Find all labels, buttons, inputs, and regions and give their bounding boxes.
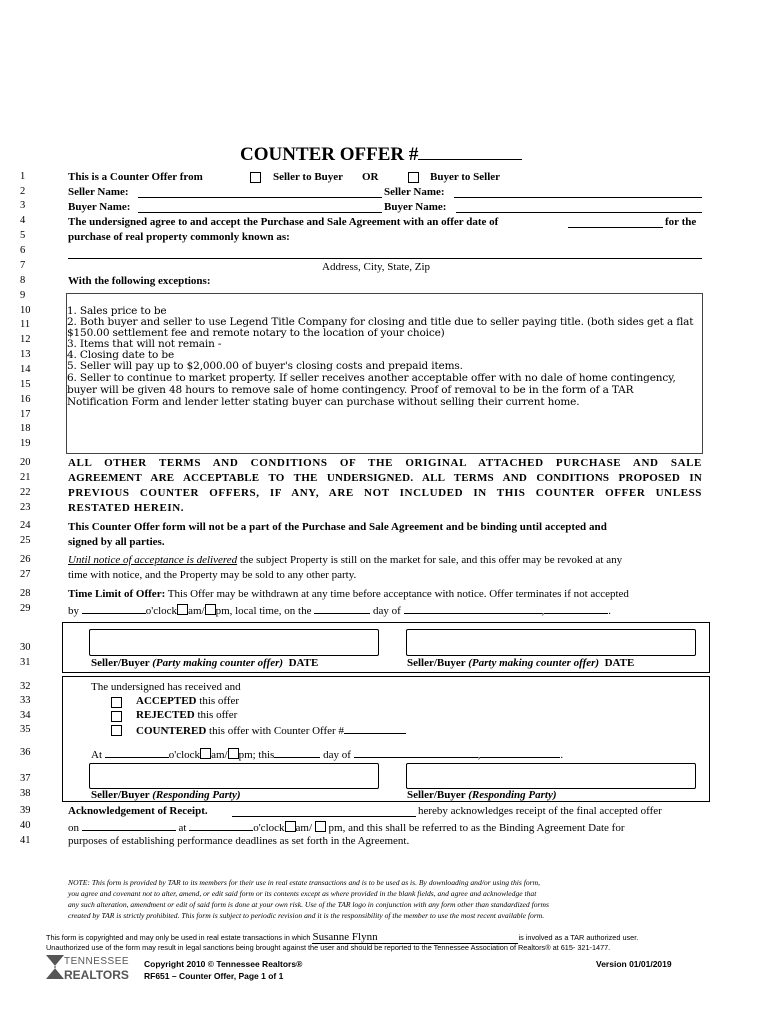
at-label: at — [178, 822, 187, 834]
response-hour-field[interactable] — [105, 746, 169, 758]
on-label: on — [68, 822, 79, 834]
ack-line-3: purposes of establishing performance deadlines as set forth in the Agreement. — [68, 835, 410, 847]
all-other-line: PREVIOUS COUNTER OFFERS, IF ANY, ARE NOT INCLUDED IN THIS COUNTER OFFER UNLESS — [68, 487, 702, 499]
time-limit-label: Time Limit of Offer: — [68, 588, 166, 600]
counter-from-label: This is a Counter Offer from — [68, 171, 203, 183]
page-title — [240, 142, 522, 166]
line-number: 27 — [20, 569, 31, 580]
response-month-field[interactable] — [354, 746, 478, 758]
buyer-to-seller-label: Buyer to Seller — [430, 171, 501, 183]
line-number: 4 — [20, 215, 26, 226]
line-number: 33 — [20, 695, 31, 706]
oclock-label: o'clock — [168, 749, 201, 761]
line-number: 31 — [20, 657, 31, 668]
response-day-field[interactable] — [274, 746, 320, 758]
am-label: am/ — [211, 749, 228, 761]
ack-label: Acknowledgement of Receipt. — [68, 805, 208, 817]
sig-italic: (Responding Party) — [152, 789, 241, 801]
ack-hour-field[interactable] — [189, 819, 253, 831]
copyright-post: is involved as a TAR authorized user. — [518, 933, 639, 942]
line-number: 23 — [20, 502, 31, 513]
agree-text: The undersigned agree to and accept the Purchase and Sale Agreement with an offer date of — [68, 216, 499, 228]
line-number: 41 — [20, 835, 31, 846]
offer-signature-right-label — [407, 656, 634, 670]
line-number: 2 — [20, 186, 26, 197]
comma: , — [477, 749, 481, 761]
exception-line: 1. Sales price to be — [67, 305, 167, 317]
line-number: 6 — [20, 245, 26, 256]
not-part-line-2: signed by all parties. — [68, 536, 165, 548]
line-number: 37 — [20, 773, 31, 784]
logo-line-2: REALTORS — [64, 968, 129, 982]
exception-line: 2. Both buyer and seller to use Legend Title Company for closing and title due to seller paying title. (both sides get a flat — [67, 316, 694, 328]
seller-name-label: Seller Name: — [68, 186, 129, 198]
unauthorized-notice: Unauthorized use of the form may result in legal sanctions being brought against the user and should be reported to the Tennessee Association of Realtors® at 615- 321-1477. — [46, 943, 611, 952]
until-notice-emph: Until notice of acceptance is delivered — [68, 554, 238, 566]
line-number: 28 — [20, 588, 31, 599]
offer-signature-left[interactable] — [89, 629, 379, 656]
seller-name-label-2: Seller Name: — [384, 186, 445, 198]
counter-offer-number-field[interactable] — [418, 142, 522, 160]
line-number: 38 — [20, 788, 31, 799]
accepted-rest: this offer — [196, 695, 240, 707]
sig-label: Seller/Buyer — [91, 789, 150, 801]
exception-line: 5. Seller will pay up to $2,000.00 of buyer's closing costs and prepaid items. — [67, 360, 463, 372]
response-divider-left — [62, 676, 63, 802]
pm-label: pm, local time, on the — [215, 605, 312, 617]
offer-signature-right[interactable] — [406, 629, 696, 656]
response-signature-left[interactable] — [89, 763, 379, 789]
until-notice-rest: the subject Property is still on the market for sale, and this offer may be revoked at any — [237, 554, 623, 566]
pm-checkbox[interactable] — [205, 604, 216, 615]
countered-rest: this offer with Counter Offer # — [206, 725, 344, 737]
accepted-label: ACCEPTED — [136, 695, 197, 707]
line-number: 20 — [20, 457, 31, 468]
buyer-name-field-2[interactable] — [456, 201, 702, 213]
time-limit-line — [68, 587, 629, 601]
for-the-text: for the — [665, 216, 697, 228]
day-of-label: day of — [373, 605, 401, 617]
countered-line — [136, 722, 406, 738]
oclock-label: o'clock — [253, 822, 285, 834]
line-number: 3 — [20, 200, 26, 211]
offer-date-field[interactable] — [568, 216, 663, 228]
seller-to-buyer-label: Seller to Buyer — [273, 171, 344, 183]
exception-line: $150.00 settlement fee and remote notary to the location of your choice) — [67, 327, 445, 339]
or-label: OR — [362, 171, 379, 183]
sig-date: DATE — [604, 657, 635, 669]
response-signature-left-label — [91, 788, 241, 802]
seller-name-field-1[interactable] — [138, 186, 382, 198]
line-number: 16 — [20, 394, 31, 405]
exceptions-label: With the following exceptions: — [68, 275, 211, 287]
logo-line-1: TENNESSEE — [64, 956, 130, 967]
line-number: 26 — [20, 554, 31, 565]
line-number: 39 — [20, 805, 31, 816]
line-number: 40 — [20, 820, 31, 831]
line-number: 19 — [20, 438, 31, 449]
line-number: 14 — [20, 364, 31, 375]
purchase-text: purchase of real property commonly known as: — [68, 231, 290, 243]
time-limit-text: This Offer may be withdrawn at any time before acceptance with notice. Offer terminates if not accepted — [165, 588, 629, 600]
buyer-name-label: Buyer Name: — [68, 201, 131, 213]
am-label: am/ — [295, 822, 313, 834]
address-field[interactable] — [68, 258, 702, 259]
accepted-line — [136, 694, 239, 708]
sig-label: Seller/Buyer — [407, 789, 466, 801]
exception-line: 6. Seller to continue to market property. If seller receives another acceptable offer with no dale of home contingency, — [67, 372, 676, 384]
all-other-line: RESTATED HEREIN. — [68, 502, 185, 514]
by-label: by — [68, 605, 79, 617]
until-notice-line-2: time with notice, and the Property may be sold to any other party. — [68, 569, 357, 581]
countered-checkbox[interactable] — [111, 725, 122, 736]
line-number: 22 — [20, 487, 31, 498]
line-number: 18 — [20, 423, 31, 434]
oclock-label: o'clock — [145, 605, 178, 617]
rejected-rest: this offer — [194, 709, 238, 721]
section-divider — [62, 672, 710, 673]
am-checkbox[interactable] — [177, 604, 188, 615]
am-label: am/ — [188, 605, 205, 617]
response-divider-right — [709, 676, 710, 802]
offer-signature-left-label — [91, 656, 318, 670]
countered-label: COUNTERED — [136, 725, 207, 737]
line-number: 12 — [20, 334, 31, 345]
section-divider — [62, 801, 710, 802]
ack-date-field[interactable] — [82, 819, 176, 831]
copyright-pre: This form is copyrighted and may only be used in real estate transactions in which — [46, 933, 311, 942]
not-part-line-1: This Counter Offer form will not be a part of the Purchase and Sale Agreement and be binding until accepted and — [68, 521, 607, 533]
section-divider-left — [62, 622, 63, 672]
received-text: The undersigned has received and — [91, 681, 241, 693]
pm-rest: pm, and this shall be referred to as the Binding Agreement Date for — [328, 822, 625, 834]
line-number: 29 — [20, 603, 31, 614]
sig-label: Seller/Buyer — [91, 657, 150, 669]
section-divider — [62, 622, 710, 623]
section-divider — [62, 676, 710, 677]
line-number: 13 — [20, 349, 31, 360]
address-label: Address, City, State, Zip — [322, 261, 431, 273]
period: . — [608, 605, 612, 617]
rejected-checkbox[interactable] — [111, 711, 122, 722]
day-of-label: day of — [323, 749, 351, 761]
form-id: RF651 – Counter Offer, Page 1 of 1 — [144, 971, 284, 981]
all-other-terms — [68, 456, 702, 516]
line-number: 10 — [20, 305, 31, 316]
seller-to-buyer-checkbox[interactable] — [250, 172, 261, 183]
sig-label: Seller/Buyer — [407, 657, 466, 669]
sig-italic: (Party making counter offer) — [468, 657, 600, 669]
line-number: 1 — [20, 171, 26, 182]
line-number: 32 — [20, 681, 31, 692]
line-number: 17 — [20, 409, 31, 420]
ack-am-checkbox[interactable] — [285, 821, 296, 832]
tennessee-realtors-logo — [42, 953, 132, 983]
ack-pm-checkbox[interactable] — [315, 821, 326, 832]
title-text: COUNTER OFFER # — [240, 144, 419, 165]
line-number: 24 — [20, 520, 31, 531]
response-time-line — [91, 746, 563, 762]
authorized-user-name: Susanne Flynn — [312, 931, 518, 944]
at-label: At — [91, 749, 102, 761]
section-divider-right — [709, 622, 710, 672]
buyer-name-field-1[interactable] — [138, 201, 382, 213]
line-number: 30 — [20, 642, 31, 653]
version-label: Version 01/01/2019 — [596, 959, 672, 969]
note-line: NOTE: This form is provided by TAR to its members for their use in real estate transactions and is to be used as is. By downloading and/or using this form, — [68, 878, 541, 887]
line-number: 21 — [20, 472, 31, 483]
note-line: any such alteration, amendment or edit of said form is done at your own risk. Use of the TAR logo in conjunction with any form other than standardized forms — [68, 900, 549, 909]
month-field[interactable] — [404, 602, 542, 614]
time-limit-line-2 — [68, 602, 611, 618]
day-field[interactable] — [314, 602, 370, 614]
rejected-line — [136, 708, 237, 722]
response-signature-right-label — [407, 788, 557, 802]
all-other-line: ALL OTHER TERMS AND CONDITIONS OF THE ORIGINAL ATTACHED PURCHASE AND SALE — [68, 457, 702, 469]
note-line: you agree and covenant not to alter, amend, or edit said form or its contents except as where provided in the blank fields, and agree and acknowledge that — [68, 889, 537, 898]
line-number: 11 — [20, 319, 31, 330]
ack-time-line — [68, 819, 625, 835]
time-hour-field[interactable] — [82, 602, 146, 614]
response-signature-right[interactable] — [406, 763, 696, 789]
exception-line: 3. Items that will not remain - — [67, 338, 222, 350]
seller-name-field-2[interactable] — [454, 186, 702, 198]
line-number: 34 — [20, 710, 31, 721]
until-notice-line — [68, 553, 622, 567]
exception-line: buyer will be given 48 hours to remove sale of home contingency. Proof of removal to be in the form of a TAR — [67, 384, 634, 396]
counter-offer-ref-field[interactable] — [344, 722, 406, 734]
comma: , — [541, 605, 545, 617]
ack-party-field[interactable] — [232, 805, 416, 817]
response-am-checkbox[interactable] — [200, 748, 211, 759]
exception-line: Notification Form and lender letter stating buyer can purchase without selling their current home. — [67, 396, 580, 408]
line-number: 5 — [20, 230, 26, 241]
response-year-field[interactable] — [480, 746, 560, 758]
line-number: 35 — [20, 724, 31, 735]
line-number: 7 — [20, 260, 26, 271]
buyer-to-seller-checkbox[interactable] — [408, 172, 419, 183]
ack-text: hereby acknowledges receipt of the final accepted offer — [418, 805, 662, 817]
sig-date: DATE — [288, 657, 319, 669]
pm-label: pm; this — [238, 749, 275, 761]
note-line: created by TAR is strictly prohibited. This form is subject to periodic revision and it is the responsibility of the member to use the most recent available form. — [68, 911, 545, 920]
accepted-checkbox[interactable] — [111, 697, 122, 708]
rejected-label: REJECTED — [136, 709, 195, 721]
line-number: 25 — [20, 535, 31, 546]
all-other-line: AGREEMENT ARE ACCEPTABLE TO THE UNDERSIGNED. ALL TERMS AND CONDITIONS PROPOSED IN — [68, 472, 702, 484]
line-number: 36 — [20, 747, 31, 758]
copyright-line: Copyright 2010 © Tennessee Realtors® — [144, 959, 303, 969]
line-number: 15 — [20, 379, 31, 390]
response-pm-checkbox[interactable] — [228, 748, 239, 759]
exception-line: 4. Closing date to be — [67, 349, 175, 361]
sig-italic: (Responding Party) — [468, 789, 557, 801]
buyer-name-label-2: Buyer Name: — [384, 201, 447, 213]
period: . — [560, 749, 564, 761]
sig-italic: (Party making counter offer) — [152, 657, 284, 669]
line-number: 8 — [20, 275, 26, 286]
line-number: 9 — [20, 290, 26, 301]
year-field[interactable] — [544, 602, 608, 614]
